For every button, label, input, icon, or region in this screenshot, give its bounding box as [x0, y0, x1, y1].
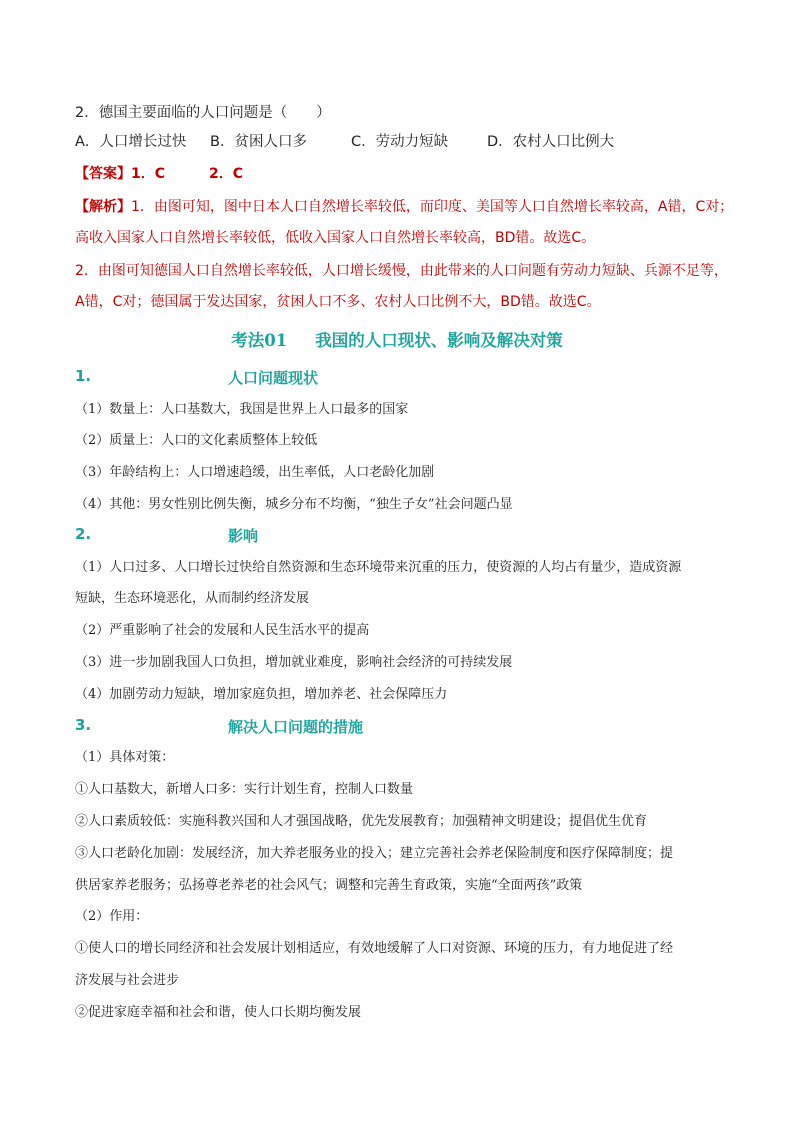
analysis-line-1 [75, 197, 734, 217]
part-3-item: 济发展与社会进步 [75, 973, 180, 988]
section-title-text: 我国的人口现状、影响及解决对策 [315, 331, 563, 350]
part-1-number: 1. [75, 367, 92, 385]
part-3-item: （2）作用： [75, 909, 149, 924]
part-2-item: （3）进一步加剧我国人口负担，增加就业难度，影响社会经济的可持续发展 [75, 655, 513, 670]
part-2-title: 影响 [228, 527, 259, 545]
part-3-title: 解决人口问题的措施 [228, 718, 364, 736]
option-a: A．人口增长过快 [75, 134, 187, 150]
analysis-line-3: 2．由图可知德国人口自然增长率较低，人口增长缓慢，由此带来的人口问题有劳动力短缺、兵源不足等， [75, 263, 728, 279]
part-1-item: （4）其他：男女性别比例失衡，城乡分布不均衡，“独生子女”社会问题凸显 [75, 497, 513, 512]
part-3-item: ③人口老龄化加剧：发展经济，加大养老服务业的投入；建立完善社会养老保险制度和医疗保障制度；提 [75, 846, 674, 861]
answer-label: 【答案】 [75, 166, 131, 182]
question-stem: 2．德国主要面临的人口问题是（ ） [75, 105, 331, 121]
part-3-item: ②促进家庭幸福和社会和谐，使人口长期均衡发展 [75, 1005, 362, 1020]
part-1-item: （3）年龄结构上：人口增速趋缓，出生率低，人口老龄化加剧 [75, 465, 435, 480]
option-b: B．贫困人口多 [210, 134, 307, 150]
part-2-number: 2. [75, 525, 92, 543]
part-2-item: （2）严重影响了社会的发展和人民生活水平的提高 [75, 623, 370, 638]
part-2-item: （1）人口过多、人口增长过快给自然资源和生态环境带来沉重的压力，使资源的人均占有量少，造成资源 [75, 560, 682, 575]
answer-line [75, 164, 725, 184]
option-c: C．劳动力短缺 [351, 134, 449, 150]
part-1-title: 人口问题现状 [228, 369, 319, 387]
analysis-text-1: 1．由图可知，图中日本人口自然增长率较低，而印度、美国等人口自然增长率较高，A错，C对； [131, 199, 734, 215]
part-3-item: 供居家养老服务；弘扬尊老养老的社会风气；调整和完善生育政策，实施“全面两孩”政策 [75, 878, 583, 893]
analysis-line-4: A错，C对；德国属于发达国家，贫困人口不多、农村人口比例不大，BD错。故选C。 [75, 294, 601, 310]
analysis-line-2: 高收入国家人口自然增长率较低，低收入国家人口自然增长率较高，BD错。故选C。 [75, 230, 596, 246]
part-1-item: （1）数量上：人口基数大，我国是世界上人口最多的国家 [75, 402, 409, 417]
analysis-label: 【解析】 [75, 199, 131, 215]
part-2-item: （4）加剧劳动力短缺，增加家庭负担，增加养老、社会保障压力 [75, 687, 448, 702]
answer-1: 1．C [131, 166, 166, 182]
part-3-item: （1）具体对策： [75, 750, 175, 765]
section-title [0, 327, 794, 351]
part-3-item: ①使人口的增长同经济和社会发展计划相适应，有效地缓解了人口对资源、环境的压力，有力地促进了经 [75, 941, 674, 956]
part-3-item: ①人口基数大，新增人口多：实行计划生育，控制人口数量 [75, 782, 414, 797]
answer-2: 2．C [209, 166, 244, 182]
part-3-number: 3. [75, 716, 92, 734]
option-d: D．农村人口比例大 [487, 134, 615, 150]
part-3-item: ②人口素质较低：实施科教兴国和人才强国战略，优先发展教育；加强精神文明建设；提倡优生优育 [75, 814, 648, 829]
part-2-item: 短缺，生态环境恶化，从而制约经济发展 [75, 591, 310, 606]
section-number: 考法01 [231, 331, 288, 350]
part-1-item: （2）质量上：人口的文化素质整体上较低 [75, 433, 318, 448]
